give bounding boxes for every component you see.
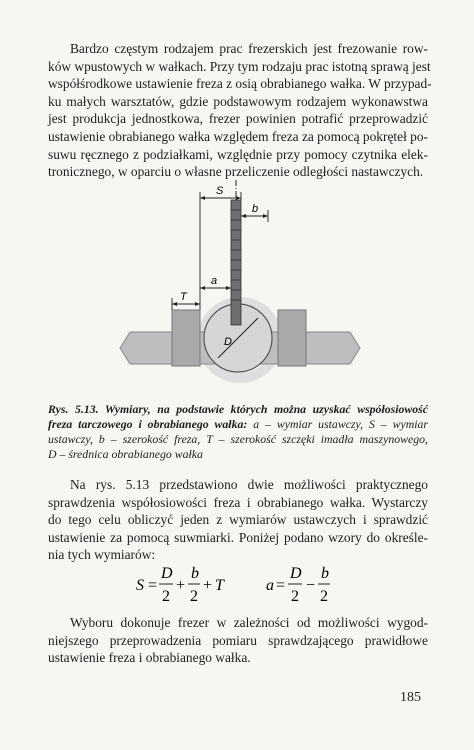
svg-text:b: b [321,565,329,582]
caption-title-cont: freza tarczowego i obrabianego wałka: [48,417,248,431]
label-D: D [224,336,232,348]
figure-caption [48,402,428,462]
text-line: Na rys. 5.13 przedstawiono dwie możliwości praktycznego [70,477,428,492]
text-line: suwu ręcznego z podziałkami, względnie przy pomocy czytnika elek- [48,146,428,162]
svg-text:D: D [161,565,173,582]
text-line: do tego celu obliczyć jeden z wymiarów ustawczych i sprawdzić [48,512,428,528]
caption-line-3: ustawczy, b – szerokość freza, T – szerokość szczęki imadła maszynowego, [48,432,428,446]
text-line: ków wpustowych w wałkach. Przy tym rodzaju prac istotną sprawą jest [48,58,431,74]
text-line: jest produkcja jednostkowa, frezer powinien potrafić przeprowadzić [48,111,428,127]
svg-text:+: + [176,577,186,594]
text-line: współśrodkowe ustawienie freza z osią obrabianego wałka. W przypad- [48,76,432,92]
figure-cutter-shaft-diagram [110,180,370,400]
svg-text:2: 2 [291,588,299,605]
svg-text:T: T [215,577,224,594]
vise-jaw-left [172,310,200,366]
svg-text:S: S [136,577,144,594]
caption-line-2 [48,417,428,432]
svg-text:D: D [290,565,302,582]
formula-S [136,565,225,605]
svg-text:a: a [266,577,274,594]
svg-text:+: + [203,577,213,594]
label-T: T [180,291,187,303]
paragraph-method [48,476,428,564]
label-a: a [211,275,218,287]
text-line: ustawienie obrabianego wałka względem freza za pomocą pokręteł po- [48,128,428,144]
text-line: nia tych wymiarów: [48,547,156,563]
text-line: sprawdzenia współosiowości freza i obrabianego wałka. Wystarczy [48,494,428,510]
caption-line-4: D – średnica obrabianego wałka [48,447,203,461]
svg-text:2: 2 [162,588,170,605]
caption-title: Rys. 5.13. Wymiary, na podstawie których można uzyskać współosiowość [48,402,428,416]
svg-text:2: 2 [190,588,198,605]
text-line: ku małych warsztatów, gdzie podstawowym rodzajem wykonawstwa [48,93,428,109]
caption-legend-a-s: a – wymiar ustawczy, S – wymiar [247,417,428,431]
text-line: Bardzo częstym rodzajem prac frezerskich jest frezowanie row- [70,41,428,56]
label-S: S [216,185,224,197]
disc-cutter [231,200,241,325]
formula-a [266,565,330,605]
svg-text:2: 2 [320,588,328,605]
svg-text:b: b [191,565,199,582]
paragraph-conclusion [48,614,428,667]
page-number: 185 [400,690,421,705]
svg-text:=: = [276,577,286,594]
text-line: Wyboru dokonuje frezer w zależności od możliwości wygod- [70,615,428,630]
label-b: b [252,203,259,215]
text-line: niejszego przeprowadzenia pomiaru sprawdzającego prawidłowe [48,632,428,648]
formulas [0,560,474,610]
caption-line-1 [48,402,428,417]
svg-text:−: − [306,577,316,594]
text-line: ustawienie za pomocą suwmiarki. Poniżej podano wzory do określe- [48,529,428,545]
vise-jaw-right [278,310,306,366]
svg-text:=: = [148,577,158,594]
text-line: ustawienie freza i obrabianego wałka. [48,650,251,666]
paragraph-intro [48,40,432,181]
text-line: tronicznego, w oparciu o własne przeliczenie odległości nastawczych. [48,164,424,180]
